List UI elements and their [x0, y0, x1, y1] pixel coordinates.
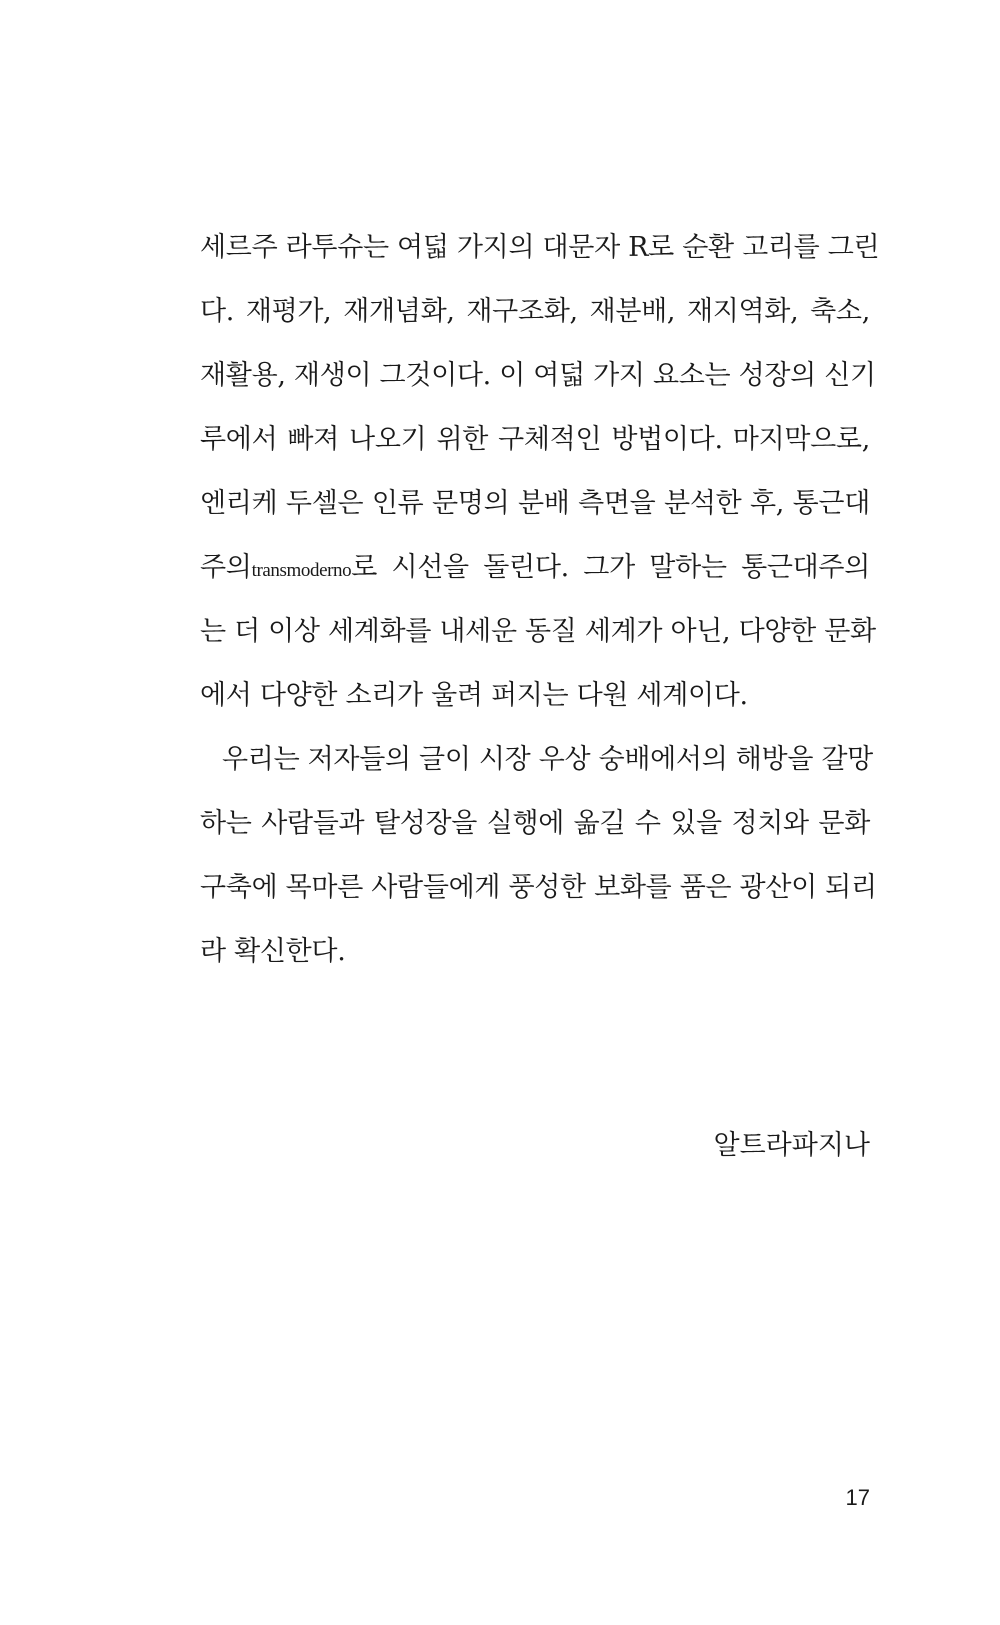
text-line: 엔리케 두셀은 인류 문명의 분배 측면을 분석한 후, 통근대 — [200, 488, 870, 519]
text-line: 구축에 목마른 사람들에게 풍성한 보화를 품은 광산이 되리 — [200, 872, 877, 903]
text-line: 에서 다양한 소리가 울려 퍼지는 다원 세계이다. — [200, 680, 748, 711]
text-line: 하는 사람들과 탈성장을 실행에 옮길 수 있을 정치와 문화 — [200, 808, 870, 839]
paragraph-1 — [200, 216, 880, 728]
text-fragment: 로 시선을 돌린다. 그가 말하는 통근대주의 — [351, 552, 870, 583]
page-number: 17 — [845, 1485, 870, 1510]
text-line: 다. 재평가, 재개념화, 재구조화, 재분배, 재지역화, 축소, — [200, 296, 870, 327]
text-line: 세르주 라투슈는 여덟 가지의 대문자 R로 순환 고리를 그린 — [200, 232, 880, 263]
body-text — [200, 216, 880, 984]
text-line: 라 확신한다. — [200, 936, 346, 967]
text-line: 재활용, 재생이 그것이다. 이 여덟 가지 요소는 성장의 신기 — [200, 360, 876, 391]
latin-term: transmoderno — [251, 560, 352, 581]
paragraph-2 — [200, 728, 877, 984]
signature: 알트라파지나 — [713, 1130, 870, 1161]
text-line: 루에서 빠져 나오기 위한 구체적인 방법이다. 마지막으로, — [200, 424, 870, 455]
text-line — [200, 536, 870, 600]
text-line: 우리는 저자들의 글이 시장 우상 숭배에서의 해방을 갈망 — [222, 744, 873, 775]
text-line: 는 더 이상 세계화를 내세운 동질 세계가 아닌, 다양한 문화 — [200, 616, 876, 647]
text-fragment: 주의 — [200, 552, 252, 583]
